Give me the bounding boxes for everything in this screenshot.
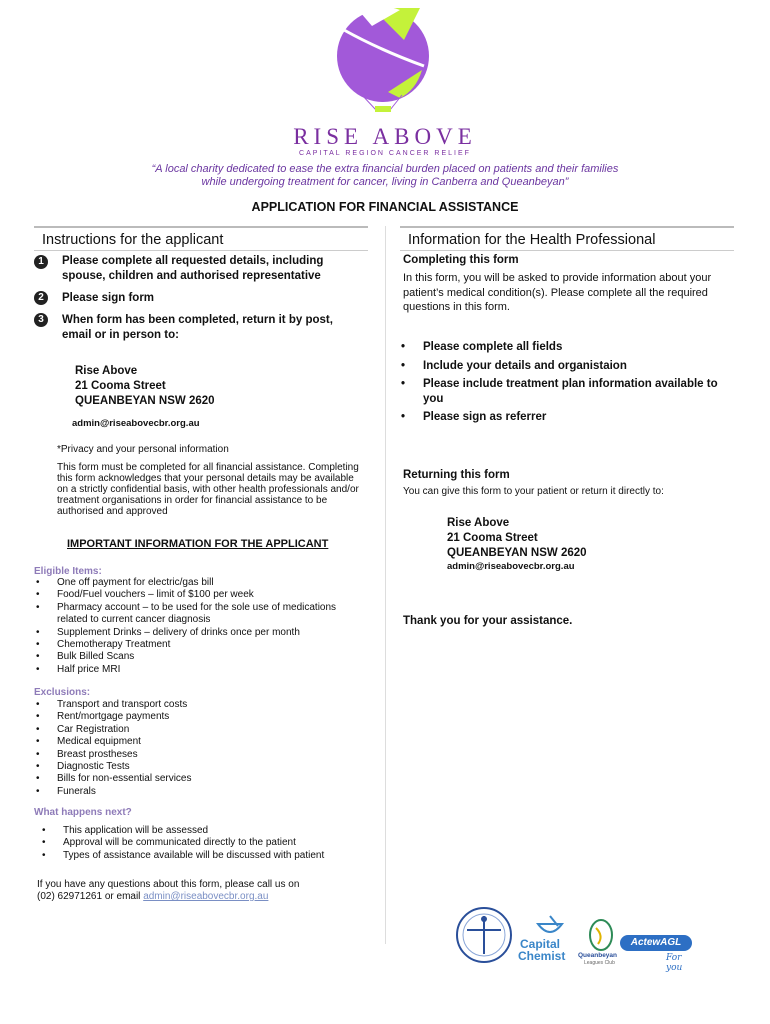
- step-number-2-icon: 2: [34, 291, 48, 305]
- eligible-items-label: Eligible Items:: [34, 566, 102, 577]
- applicant-return-address: [75, 364, 215, 409]
- completing-text: In this form, you will be asked to provide information about your patient’s medical condition(s). Please complete all the required questions in this form.: [403, 272, 712, 313]
- list-item: • Chemotherapy Treatment: [34, 639, 354, 651]
- step-number-1-icon: 1: [34, 255, 48, 269]
- hp-address-email: admin@riseabovecbr.org.au: [447, 561, 575, 572]
- list-item: • Diagnostic Tests: [34, 761, 354, 773]
- actewagl-tagline: For you: [666, 953, 683, 973]
- step-3: [34, 313, 354, 343]
- list-item: • Bulk Billed Scans: [34, 651, 354, 663]
- address-line-3: QUEANBEYAN NSW 2620: [75, 395, 215, 407]
- address-line-2: 21 Cooma Street: [447, 532, 538, 544]
- important-info-heading: IMPORTANT INFORMATION FOR THE APPLICANT: [67, 538, 329, 550]
- address-line-1: Rise Above: [75, 365, 138, 377]
- queanbeyan-line-2: Leagues Club: [584, 960, 615, 966]
- list-item: • Please include treatment plan information available to you: [401, 377, 721, 406]
- exclusions-list: [34, 699, 354, 798]
- privacy-text: This form must be completed for all financial assistance. Completing this form acknowledges that your personal details may be available on a strictly confidential basis, with other health professionals and/or treatment organisations in order for financial assistance to be authorised and approved: [57, 462, 359, 517]
- list-item: • Supplement Drinks – delivery of drinks once per month: [34, 627, 354, 639]
- list-item: • Half price MRI: [34, 664, 354, 676]
- brand-subtitle: CAPITAL REGION CANCER RELIEF: [299, 150, 471, 157]
- eligible-items-list: [34, 577, 354, 676]
- address-line-3: QUEANBEYAN NSW 2620: [447, 547, 587, 559]
- address-email: admin@riseabovecbr.org.au: [72, 418, 200, 429]
- list-item: • Breast prostheses: [34, 749, 354, 761]
- balloon-logo-icon: [0, 0, 770, 125]
- column-divider: [385, 226, 386, 944]
- step-2-text: Please sign form: [62, 292, 155, 304]
- privacy-title: *Privacy and your personal information: [57, 444, 229, 455]
- tagline-line-2: while undergoing treatment for cancer, living in Canberra and Queanbeyan”: [201, 176, 569, 188]
- contact-line-2: [37, 891, 299, 903]
- exclusions-label: Exclusions:: [34, 687, 91, 698]
- capital-chemist-line-2: Chemist: [518, 949, 566, 963]
- leagues-club-emblem-icon: [586, 918, 616, 952]
- list-item: • Approval will be communicated directly to the patient: [40, 837, 360, 849]
- list-item: • Please sign as referrer: [401, 410, 721, 425]
- completing-title: Completing this form: [403, 254, 519, 266]
- step-2: [34, 291, 364, 306]
- returning-text: You can give this form to your patient or return it directly to:: [403, 486, 664, 497]
- applicant-instructions-heading: Instructions for the applicant: [34, 226, 368, 251]
- step-1-text: Please complete all requested details, including spouse, children and authorised representative: [62, 255, 324, 282]
- list-item: • Pharmacy account – to be used for the sole use of medications related to current cancer diagnosis: [34, 602, 354, 627]
- list-item: • Types of assistance available will be discussed with patient: [40, 850, 360, 862]
- capital-chemist-line-1: Capital: [520, 937, 561, 951]
- document-title: APPLICATION FOR FINANCIAL ASSISTANCE: [251, 200, 519, 214]
- step-3-text: When form has been completed, return it by post, email or in person to:: [62, 314, 333, 341]
- hp-return-address: [447, 516, 587, 561]
- actewagl-logo: [620, 935, 694, 973]
- queanbeyan-leagues-logo: [578, 918, 624, 968]
- step-number-3-icon: 3: [34, 313, 48, 327]
- health-professional-heading: Information for the Health Professional: [400, 226, 734, 251]
- tagline-line-1: “A local charity dedicated to ease the extra financial burden placed on patients and their families: [151, 163, 619, 175]
- address-line-2: 21 Cooma Street: [75, 380, 166, 392]
- list-item: • One off payment for electric/gas bill: [34, 577, 354, 589]
- contact-email-link[interactable]: admin@riseabovecbr.org.au: [143, 891, 269, 902]
- hp-instructions-list: [401, 340, 721, 429]
- brand-name: RISE ABOVE: [293, 124, 477, 149]
- list-item: • Transport and transport costs: [34, 699, 354, 711]
- tagline: [0, 163, 770, 189]
- list-item: • Funerals: [34, 786, 354, 798]
- list-item: • Medical equipment: [34, 736, 354, 748]
- list-item: • Please complete all fields: [401, 340, 721, 355]
- list-item: • Rent/mortgage payments: [34, 711, 354, 723]
- list-item: • Car Registration: [34, 724, 354, 736]
- what-next-label: What happens next?: [34, 807, 132, 818]
- what-next-list: [40, 825, 360, 862]
- step-1: [34, 254, 364, 284]
- capital-chemist-logo: [518, 912, 576, 968]
- sponsor-logo-circle: [455, 906, 513, 964]
- list-item: • Food/Fuel vouchers – limit of $100 per week: [34, 589, 354, 601]
- contact-phone: (02) 62971261 or email: [37, 891, 144, 902]
- vitruvian-circle-icon: [455, 906, 513, 964]
- actewagl-name: ActewAGL: [620, 935, 692, 951]
- mortar-pestle-icon: [530, 912, 570, 938]
- queanbeyan-line-1: Queanbeyan: [578, 952, 618, 959]
- returning-title: Returning this form: [403, 469, 510, 481]
- list-item: • This application will be assessed: [40, 825, 360, 837]
- list-item: • Include your details and organistaion: [401, 359, 721, 374]
- contact-info: [37, 879, 299, 903]
- list-item: • Bills for non-essential services: [34, 773, 354, 785]
- address-line-1: Rise Above: [447, 517, 510, 529]
- thank-you-text: Thank you for your assistance.: [403, 615, 573, 627]
- contact-line-1: If you have any questions about this form, please call us on: [37, 879, 300, 890]
